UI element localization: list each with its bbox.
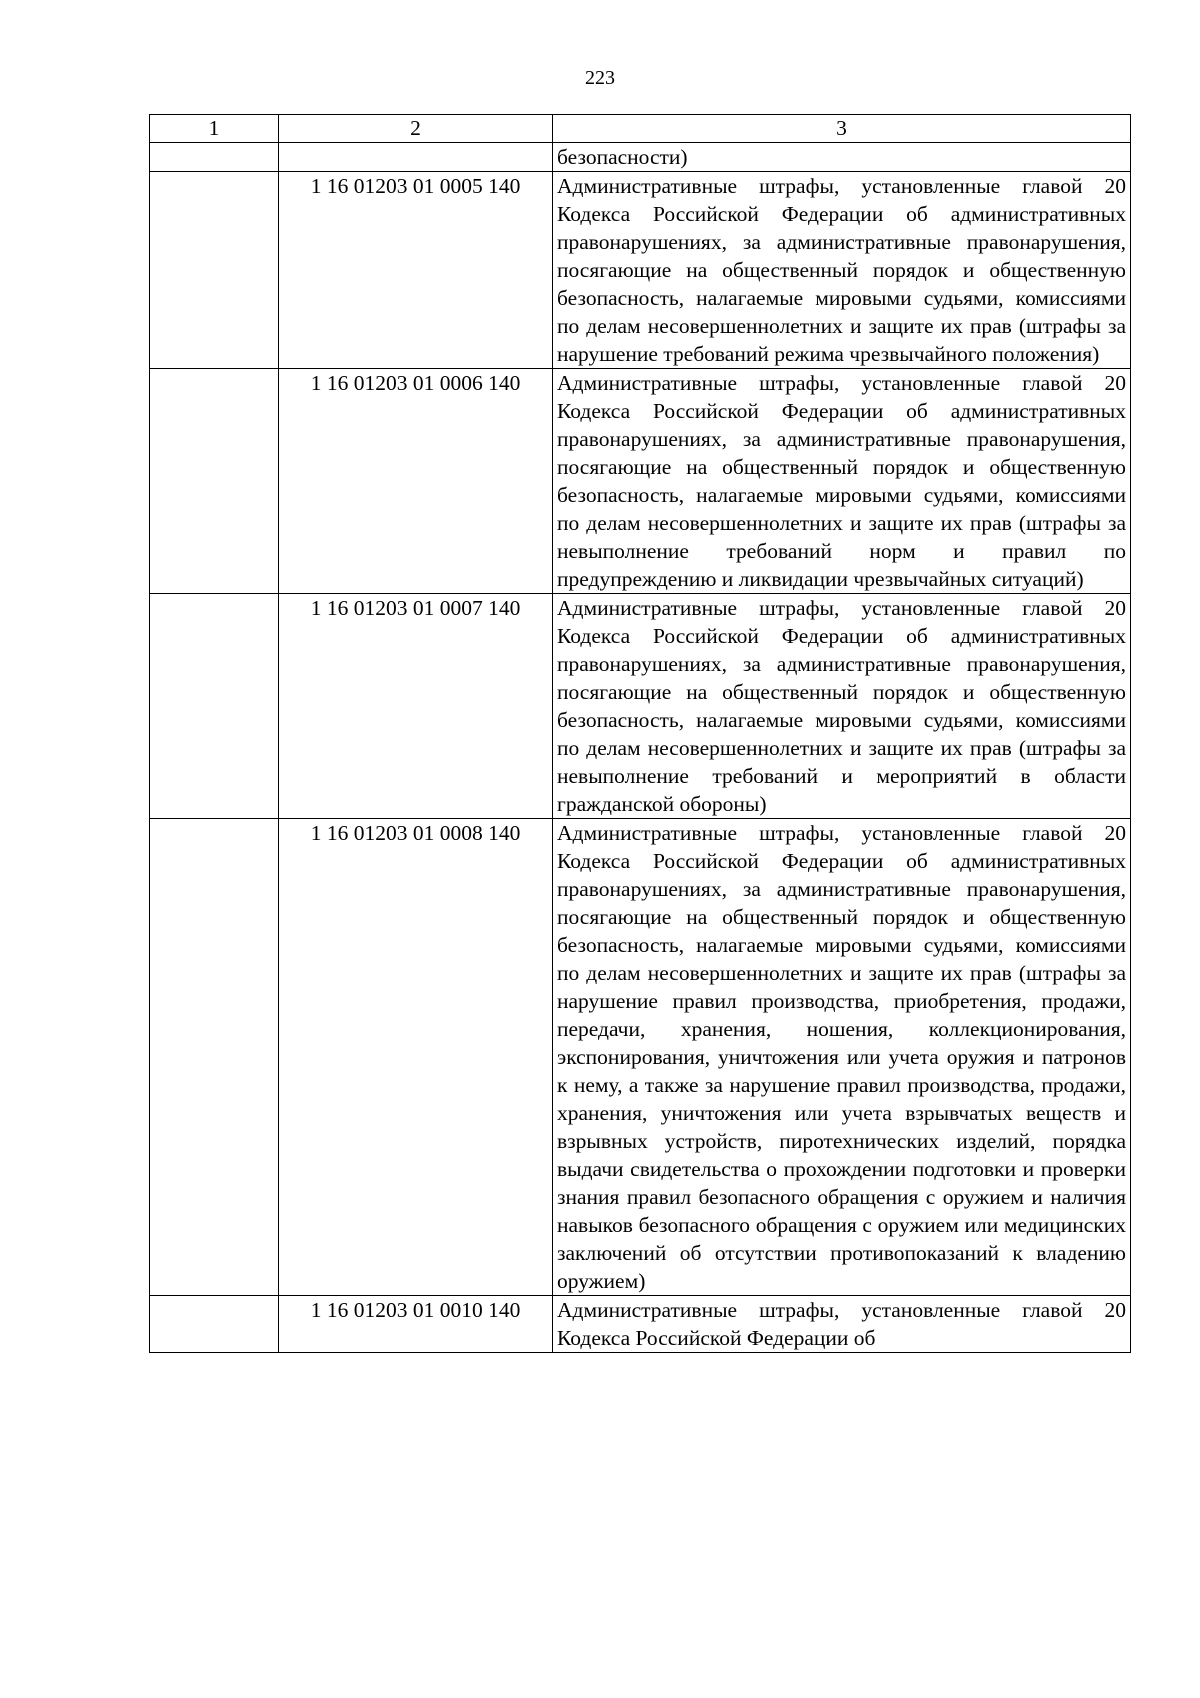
table-row xyxy=(150,369,1131,594)
page-number: 223 xyxy=(585,67,615,89)
budget-code-cell: 1 16 01203 01 0006 140 xyxy=(279,369,553,594)
description-cell: Административные штрафы, установленные главой 20 Кодекса Российской Федерации об административных правонарушениях, за административные правонарушения, посягающие на общественный порядок и общественную безопасность, налагаемые мировыми судьями, комиссиями по делам несовершеннолетних и защите их прав (штрафы за невыполнение требований норм и правил по предупреждению и ликвидации чрезвычайных ситуаций) xyxy=(553,369,1131,594)
table-header-row xyxy=(150,115,1131,143)
description-cell: Административные штрафы, установленные главой 20 Кодекса Российской Федерации об xyxy=(553,1296,1131,1353)
header-cell-1: 1 xyxy=(150,115,279,143)
description-cell: Административные штрафы, установленные главой 20 Кодекса Российской Федерации об административных правонарушениях, за административные правонарушения, посягающие на общественный порядок и общественную безопасность, налагаемые мировыми судьями, комиссиями по делам несовершеннолетних и защите их прав (штрафы за нарушение правил производства, приобретения, продажи, передачи, хранения, ношения, коллекционирования, экспонирования, уничтожения или учета оружия и патронов к нему, а также за нарушение правил производства, продажи, хранения, уничтожения или учета взрывчатых веществ и взрывных устройств, пиротехнических изделий, порядка выдачи свидетельства о прохождении подготовки и проверки знания правил безопасного обращения с оружием и наличия навыков безопасного обращения с оружием или медицинских заключений об отсутствии противопоказаний к владению оружием) xyxy=(553,819,1131,1296)
row-col1-cell xyxy=(150,172,279,369)
row-col1-cell xyxy=(150,143,279,172)
header-cell-2: 2 xyxy=(279,115,553,143)
table-row xyxy=(150,143,1131,172)
table-row xyxy=(150,172,1131,369)
row-col1-cell xyxy=(150,1296,279,1353)
row-col1-cell xyxy=(150,819,279,1296)
description-cell: безопасности) xyxy=(553,143,1131,172)
header-cell-3: 3 xyxy=(553,115,1131,143)
budget-code-cell: 1 16 01203 01 0007 140 xyxy=(279,594,553,819)
table-row xyxy=(150,594,1131,819)
row-col1-cell xyxy=(150,594,279,819)
budget-code-cell xyxy=(279,143,553,172)
row-col1-cell xyxy=(150,369,279,594)
budget-code-cell: 1 16 01203 01 0005 140 xyxy=(279,172,553,369)
budget-code-cell: 1 16 01203 01 0008 140 xyxy=(279,819,553,1296)
budget-code-cell: 1 16 01203 01 0010 140 xyxy=(279,1296,553,1353)
table-row xyxy=(150,1296,1131,1353)
description-cell: Административные штрафы, установленные главой 20 Кодекса Российской Федерации об административных правонарушениях, за административные правонарушения, посягающие на общественный порядок и общественную безопасность, налагаемые мировыми судьями, комиссиями по делам несовершеннолетних и защите их прав (штрафы за невыполнение требований и мероприятий в области гражданской обороны) xyxy=(553,594,1131,819)
table-row xyxy=(150,819,1131,1296)
description-cell: Административные штрафы, установленные главой 20 Кодекса Российской Федерации об административных правонарушениях, за административные правонарушения, посягающие на общественный порядок и общественную безопасность, налагаемые мировыми судьями, комиссиями по делам несовершеннолетних и защите их прав (штрафы за нарушение требований режима чрезвычайного положения) xyxy=(553,172,1131,369)
budget-classification-table xyxy=(149,114,1131,1353)
